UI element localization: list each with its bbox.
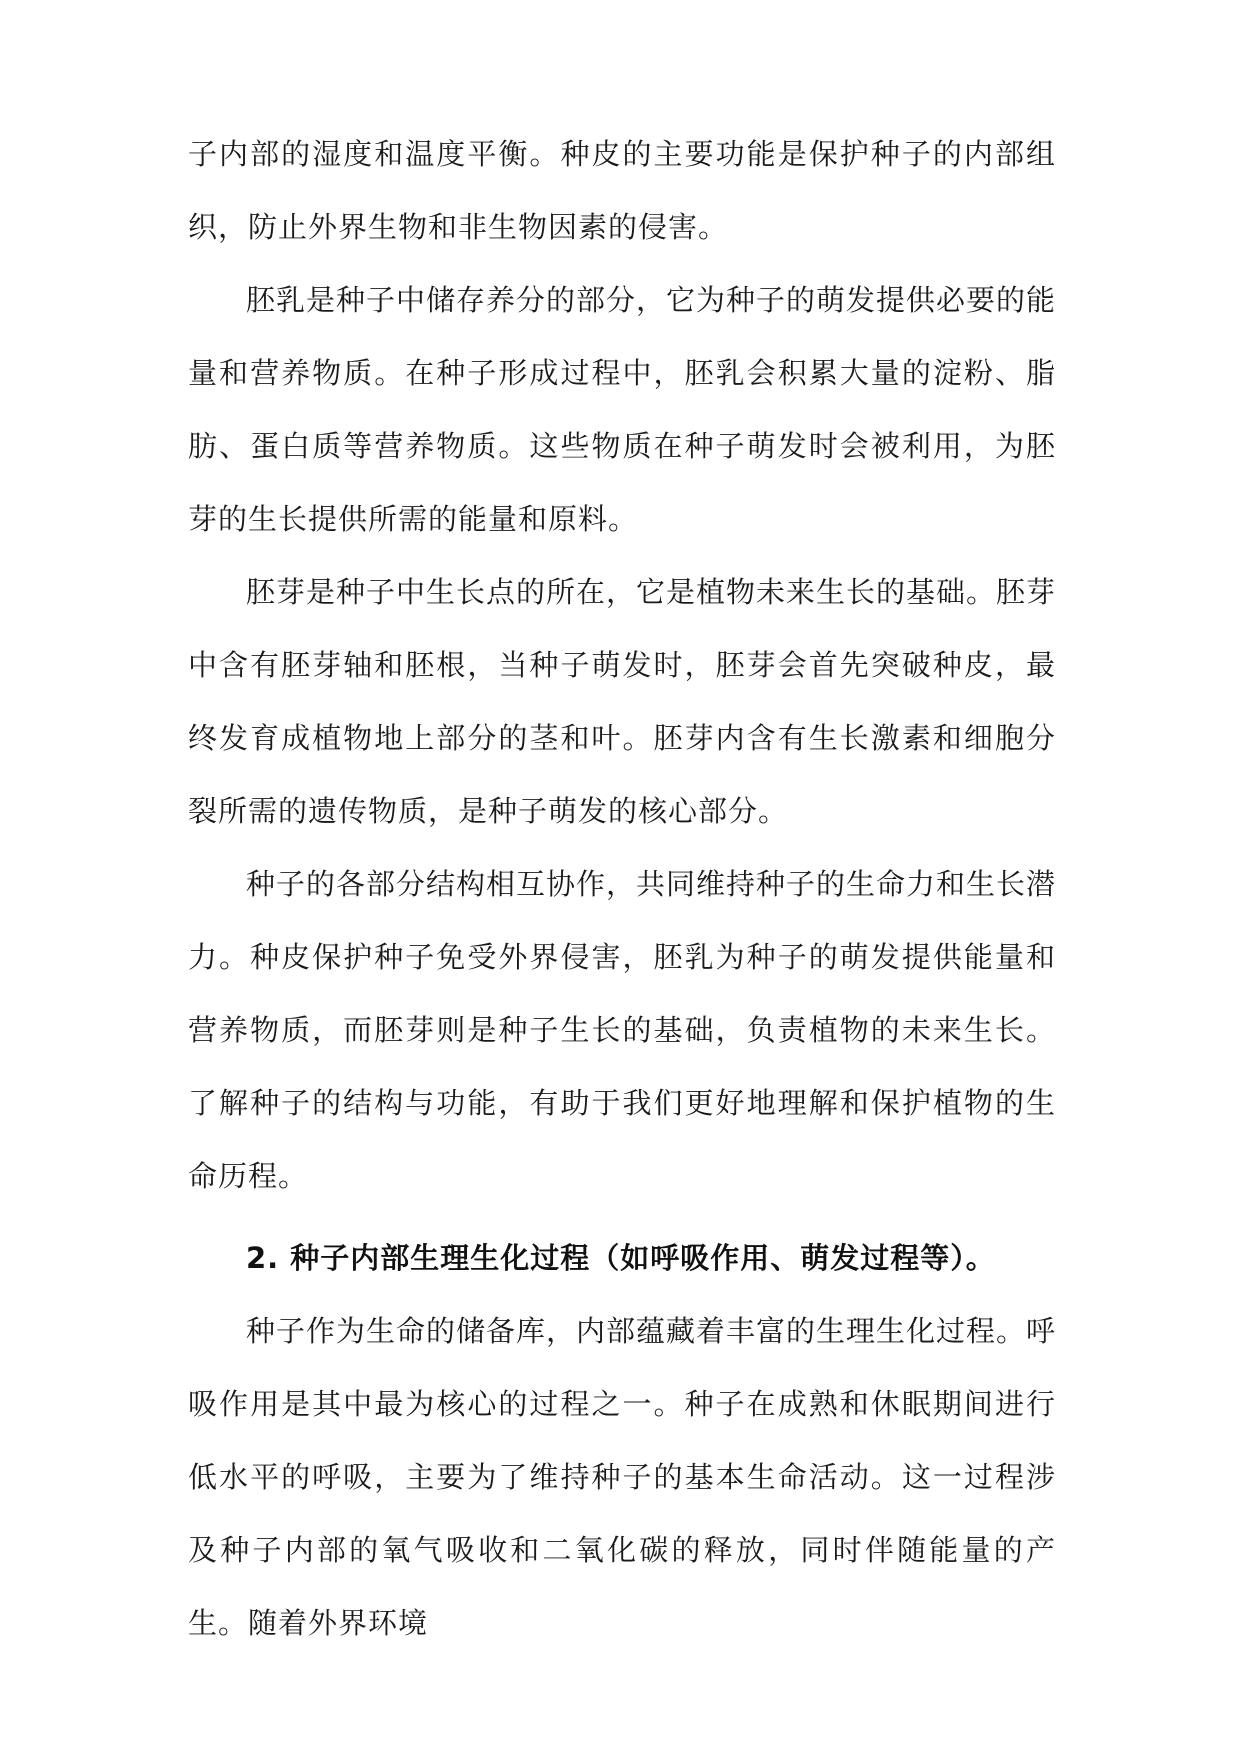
body-text-upper <box>188 118 1056 1213</box>
section-heading: 2. 种子内部生理生化过程（如呼吸作用、萌发过程等）。 <box>246 1241 996 1275</box>
paragraph-endosperm: 胚乳是种子中储存养分的部分，它为种子的萌发提供必要的能量和营养物质。在种子形成过程中，胚乳会积累大量的淀粉、脂肪、蛋白质等营养物质。这些物质在种子萌发时会被利用，为胚芽的生长提供所需的能量和原料。 <box>188 283 1057 536</box>
paragraph-summary: 种子的各部分结构相互协作，共同维持种子的生命力和生长潜力。种皮保护种子免受外界侵害，胚乳为种子的萌发提供能量和营养物质，而胚芽则是种子生长的基础，负责植物的未来生长。了解种子的结构与功能，有助于我们更好地理解和保护植物的生命历程。 <box>188 867 1057 1193</box>
body-text-lower <box>188 1295 1056 1660</box>
paragraph-seed-coat-continuation: 子内部的湿度和温度平衡。种皮的主要功能是保护种子的内部组织，防止外界生物和非生物因素的侵害。 <box>188 137 1056 244</box>
paragraph-embryo: 胚芽是种子中生长点的所在，它是植物未来生长的基础。胚芽中含有胚芽轴和胚根，当种子萌发时，胚芽会首先突破种皮，最终发育成植物地上部分的茎和叶。胚芽内含有生长激素和细胞分裂所需的遗传物质，是种子萌发的核心部分。 <box>188 575 1057 828</box>
paragraph-respiration: 种子作为生命的储备库，内部蕴藏着丰富的生理生化过程。呼吸作用是其中最为核心的过程之一。种子在成熟和休眠期间进行低水平的呼吸，主要为了维持种子的基本生命活动。这一过程涉及种子内部的氧气吸收和二氧化碳的释放，同时伴随能量的产生。随着外界环境 <box>188 1314 1057 1640</box>
